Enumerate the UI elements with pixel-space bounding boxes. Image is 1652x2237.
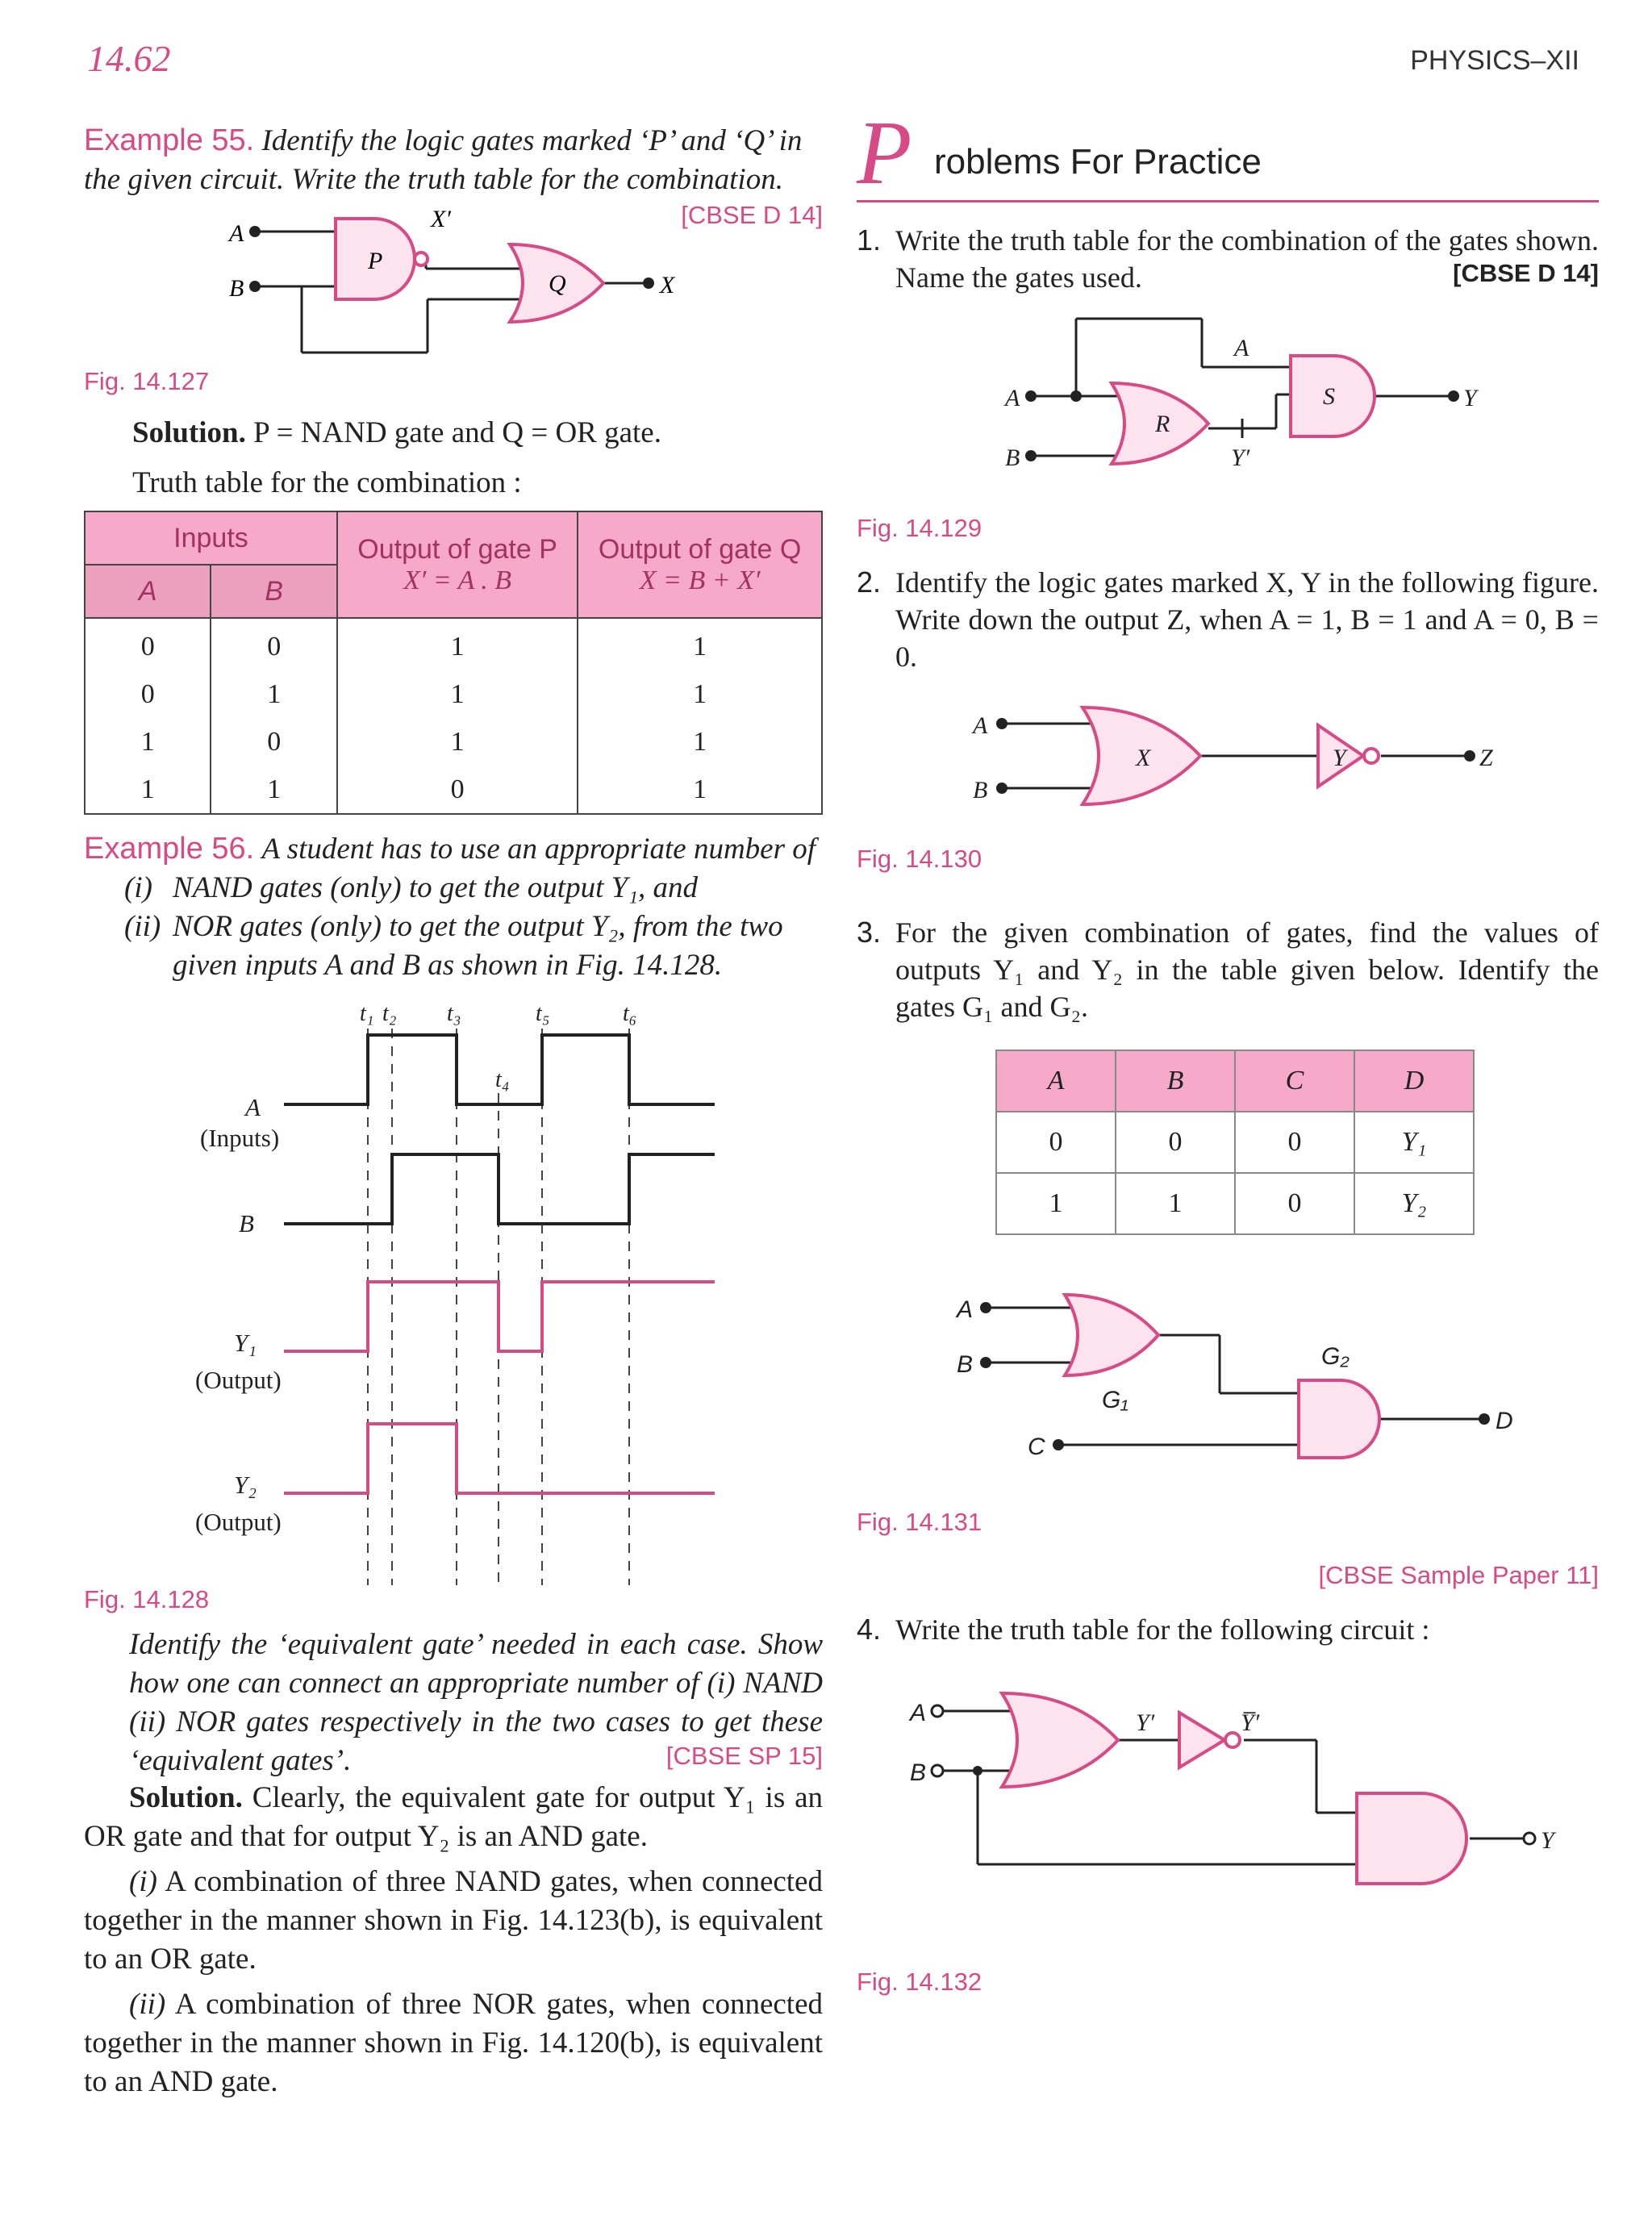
example-55-cite: [CBSE D 14] [681,201,823,229]
label-gate-r: R [1155,411,1170,437]
example-55-solution: Solution. P = NAND gate and Q = OR gate. [132,416,661,449]
label-y2: Y₂ [234,1471,257,1499]
fig-14-129-caption: Fig. 14.129 [857,514,982,542]
label-t5: t₅ [536,1001,550,1026]
left-column [84,121,823,2101]
label-y-bar: Y̅′ [1241,1709,1260,1736]
circuit-fig-14-131 [857,1292,1599,1485]
label-t6: t₆ [623,1001,637,1026]
input-a-node [249,226,261,237]
label-a-wave: A [245,1093,261,1121]
example-56-part-1: (i) A combination of three NAND gates, when connected together in the manner shown in Fig. 14.123(b), is equivalent to an OR gate. [84,1865,823,1976]
table-row: 1 0 1 1 [85,718,822,766]
or-gate-g1 [1065,1295,1158,1375]
label-b: B [957,1351,974,1378]
practice-question-3: 3. For the given combination of gates, find the values of outputs Y₁ and Y₂ in the table given below. Identify the gates G₁ and G₂. [857,916,1599,1023]
label-y: Y [1541,1827,1554,1854]
label-t1: t₁ [360,1001,374,1026]
and-gate-g2 [1299,1380,1379,1458]
practice-title: P roblems For Practice [857,113,1599,202]
waveform-b [284,1154,715,1224]
label-gate-p: P [368,248,383,274]
practice-question-2: 2. Identify the logic gates marked X, Y in the following figure. Write down the output Z, when A = 1, B = 1 and A = 0, B = 0. [857,566,1599,673]
label-x: X [660,272,675,298]
practice-question-1: 1. Write the truth table for the combination of the gates shown. Name the gates used. [857,223,1599,294]
page-number: 14.62 [87,38,171,79]
label-a: A [910,1700,927,1726]
fig-14-127-caption: Fig. 14.127 [84,367,210,395]
example-55-question: Example 55. Identify the logic gates marked ‘P’ and ‘Q’ in the given circuit. Write the truth table for the combination. [84,123,803,196]
truth-table-example-55 [84,511,823,815]
label-inputs: (Inputs) [200,1124,280,1152]
circuit-fig-14-132 [857,1671,1599,1897]
truth-table-intro: Truth table for the combination : [132,466,522,499]
right-column [857,103,1599,1997]
label-gate-x: X [1136,745,1151,771]
label-c: C [1028,1434,1045,1460]
table-row: 0 0 1 1 [85,618,822,670]
table-row: 1 1 0 1 [85,766,822,814]
circuit-fig-14-129 [857,303,1599,512]
label-b-wave: B [239,1209,254,1237]
example-56-part-2: (ii) A combination of three NOR gates, when connected together in the manner shown in Fig. 14.120(b), is equivalent to an AND gate. [84,1988,823,2098]
label-a: A [1005,385,1020,411]
label-a: A [229,220,244,247]
fig-14-130-caption: Fig. 14.130 [857,845,982,873]
label-b: B [1005,444,1020,471]
practice-question-4: 4. Write the truth table for the following circuit : [857,1613,1430,1646]
label-z: Z [1479,745,1493,771]
label-gate-y: Y [1333,745,1346,771]
label-b: B [910,1759,927,1786]
label-y1: Y₁ [234,1329,257,1357]
label-node-a: A [1234,335,1249,361]
label-gate-g1: G₁ [1102,1387,1128,1413]
label-x-prime: X′ [431,206,451,232]
table-row: 0 1 1 1 [85,670,822,718]
input-b-node [249,281,261,292]
table-row: 0 0 0 Y₁ [996,1112,1474,1173]
label-gate-s: S [1323,383,1335,410]
label-y-prime: Y′ [1136,1709,1155,1736]
header-b: B [211,565,336,618]
label-gate-g2: G₂ [1321,1343,1350,1370]
label-b: B [973,777,988,803]
label-a: A [973,712,988,739]
header-output-p: Output of gate P X′ = A . B [337,511,578,618]
circuit-fig-14-130 [857,691,1599,820]
q1-cite: [CBSE D 14] [1453,259,1599,287]
table-row: 1 1 0 Y₂ [996,1173,1474,1234]
example-56-cite: [CBSE SP 15] [665,1742,823,1770]
example-56-task: Identify the ‘equivalent gate’ needed in each case. Show how one can connect an appropriate number of (i) NAND (ii) NOR gates respectively in the two cases to get these ‘equivalent gates’. [129,1628,823,1777]
label-b: B [229,275,244,302]
waveform-fig-14-128 [84,988,823,1585]
fig-14-132-caption: Fig. 14.132 [857,1968,982,1996]
label-t3: t₃ [447,1001,461,1026]
fig-14-131-caption: Fig. 14.131 [857,1508,982,1536]
example-56-solution: Solution. Clearly, the equivalent gate for output Y₁ is an OR gate and that for output Y₂ is an AND gate. [84,1781,824,1853]
table-q3: A B C D 0 0 0 Y₁ 1 1 0 Y₂ [995,1050,1475,1235]
label-y-prime: Y′ [1231,444,1250,471]
example-56-item-2: (ii) NOR gates (only) to get the output Y₂, from the two given inputs A and B as shown in Fig. 14.128. [124,910,783,982]
q3-cite: [CBSE Sample Paper 11] [1318,1561,1599,1589]
example-56-intro: Example 56. A student has to use an appropriate number of [84,832,816,866]
or-gate [1002,1693,1118,1787]
header-output-q: Output of gate Q X = B + X′ [578,511,822,618]
not-gate [1179,1713,1224,1767]
waveform-y1 [284,1282,715,1351]
label-a: A [957,1296,974,1323]
example-56-item-1: (i) NAND gates (only) to get the output Y₁, and [124,871,699,904]
label-t4: t₄ [495,1067,510,1092]
label-gate-q: Q [549,270,566,297]
label-d: D [1496,1408,1513,1434]
running-header: PHYSICS–XII [1410,45,1579,76]
label-t2: t₂ [382,1001,397,1026]
fig-14-128-caption: Fig. 14.128 [84,1585,210,1613]
label-y: Y [1463,385,1477,411]
label-output-y1: (Output) [195,1366,282,1394]
header-inputs: Inputs [85,511,337,565]
and-gate [1357,1793,1466,1884]
label-output-y2: (Output) [195,1508,282,1536]
header-a: A [85,565,211,618]
example-55-label: Example 55. [84,123,255,157]
output-x-node [643,278,654,289]
